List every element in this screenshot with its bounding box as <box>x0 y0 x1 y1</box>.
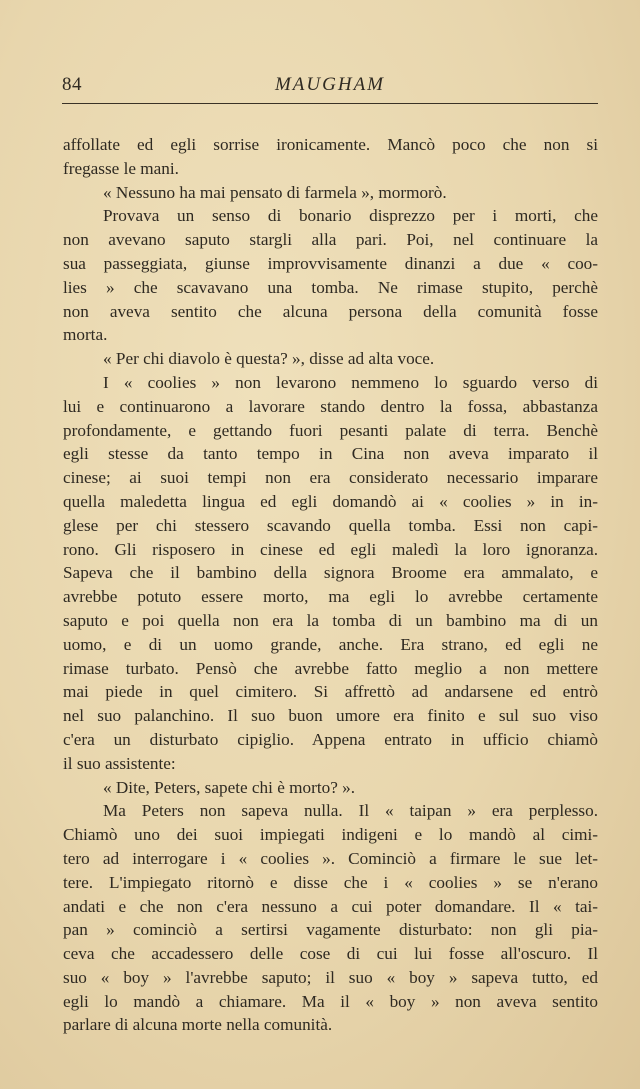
text-line: rimase turbato. Pensò che avrebbe fatto meglio a non mettere <box>63 658 598 678</box>
text-line: tero ad interrogare i « coolies ». Cominciò a firmare le sue let- <box>63 848 598 868</box>
text-line: lies » che scavavano una tomba. Ne rimase stupito, perchè <box>63 277 598 297</box>
text-line: c'era un disturbato cipiglio. Appena entrato in ufficio chiamò <box>63 729 598 749</box>
text-line: « Per chi diavolo è questa? », disse ad alta voce. <box>103 349 435 369</box>
text-line: rono. Gli risposero in cinese ed egli maledì la loro ignoranza. <box>63 539 598 559</box>
text-line: egli lo mandò a chiamare. Ma il « boy » non aveva sentito <box>63 991 598 1011</box>
text-line: tere. L'impiegato ritornò e disse che i « coolies » se n'erano <box>63 872 598 892</box>
text-line: suo « boy » l'avrebbe saputo; il suo « boy » sapeva tutto, ed <box>63 967 598 987</box>
text-line: non avevano saputo stargli alla pari. Poi, nel continuare la <box>63 230 598 250</box>
text-line: affollate ed egli sorrise ironicamente. Mancò poco che non si <box>63 135 598 154</box>
text-line: mai piede in quel cimitero. Si affrettò ad andarsene ed entrò <box>63 682 598 702</box>
text-line: sua passeggiata, giunse improvvisamente dinanzi a due « coo- <box>63 253 598 273</box>
text-line: pan » cominciò a sertirsi vagamente disturbato: non gli pia- <box>63 920 598 940</box>
text-line: nel suo palanchino. Il suo buon umore era finito e sul suo viso <box>63 706 598 726</box>
text-line: Chiamò uno dei suoi impiegati indigeni e lo mandò al cimi- <box>63 825 598 845</box>
text-line: avrebbe potuto essere morto, ma egli lo avrebbe certamente <box>63 587 598 607</box>
page-number: 84 <box>62 74 82 95</box>
body-text <box>63 133 598 1037</box>
text-line: « Nessuno ha mai pensato di farmela », mormorò. <box>103 182 447 202</box>
text-line: « Dite, Peters, sapete chi è morto? ». <box>103 777 356 797</box>
text-line: Provava un senso di bonario disprezzo per i morti, che <box>103 206 598 226</box>
text-line: ceva che accadessero delle cose di cui lui fosse all'oscuro. Il <box>63 944 598 964</box>
text-line: I « coolies » non levarono nemmeno lo sguardo verso di <box>103 372 598 392</box>
text-line: morta. <box>63 325 108 345</box>
text-line: fregasse le mani. <box>63 158 179 178</box>
running-title: MAUGHAM <box>274 74 386 95</box>
text-line: uomo, e di un uomo grande, anche. Era strano, ed egli ne <box>63 634 598 654</box>
header-rule <box>62 103 598 104</box>
running-head <box>62 74 598 102</box>
text-line: egli stesse da tanto tempo in Cina non aveva imparato il <box>63 444 598 464</box>
text-line: profondamente, e gettando fuori pesanti palate di terra. Benchè <box>63 420 598 440</box>
text-line: cinese; ai suoi tempi non era considerato necessario imparare <box>63 468 598 488</box>
text-line: Sapeva che il bambino della signora Broome era ammalato, e <box>63 563 598 583</box>
text-line: parlare di alcuna morte nella comunità. <box>63 1015 333 1035</box>
text-line: Ma Peters non sapeva nulla. Il « taipan » era perplesso. <box>103 801 598 821</box>
text-line: saputo e poi quella non era la tomba di un bambino ma di un <box>63 610 598 630</box>
text-line: non aveva sentito che alcuna persona della comunità fosse <box>63 301 598 321</box>
text-line: glese per chi stessero scavando quella tomba. Essi non capi- <box>63 515 598 535</box>
text-line: lui e continuarono a lavorare stando dentro la fossa, abbastanza <box>63 396 598 416</box>
text-line: il suo assistente: <box>63 753 176 773</box>
text-line: quella maledetta lingua ed egli domandò ai « coolies » in in- <box>63 491 598 511</box>
text-line: andati e che non c'era nessuno a cui poter domandare. Il « tai- <box>63 896 598 916</box>
